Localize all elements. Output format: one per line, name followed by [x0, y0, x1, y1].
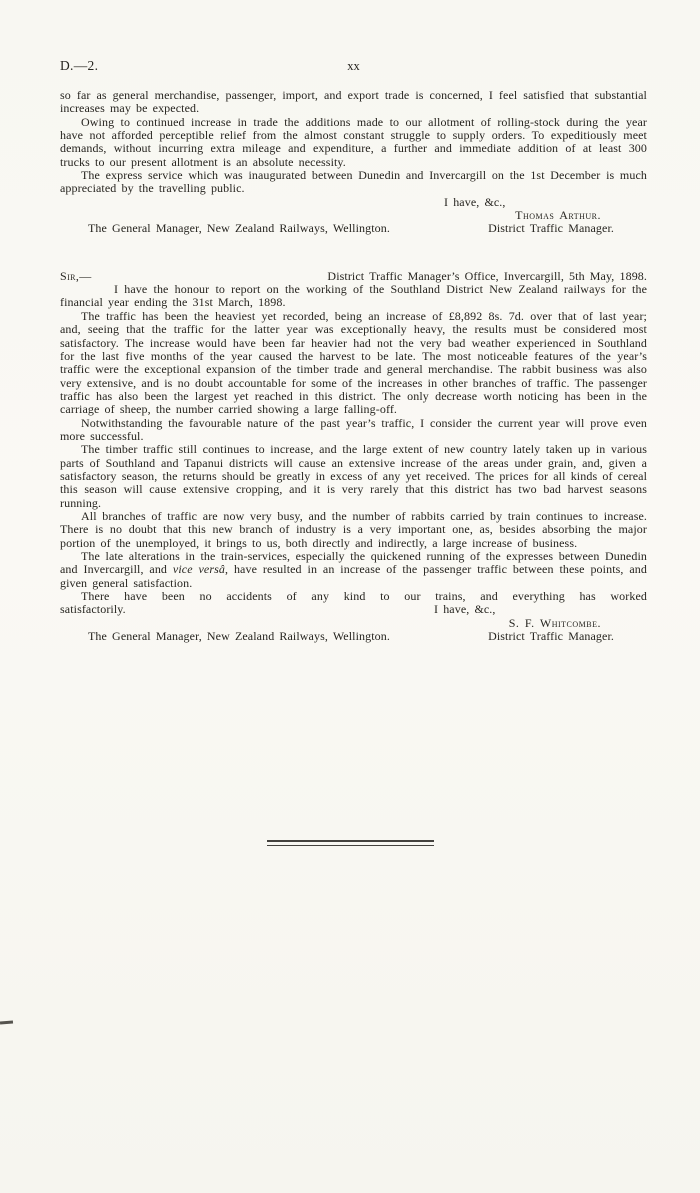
paragraph-text: , have resulted in an increase of the passenger traffic between these points, and given general satisfaction.: [60, 562, 647, 590]
letter1-addressee-line: [60, 222, 647, 235]
letter1-paragraph: so far as general merchandise, passenger, import, and export trade is concerned, I feel satisfied that substantial increases may be expected.: [60, 88, 647, 116]
page-header: [60, 58, 647, 74]
paragraph-end: satisfactorily.: [60, 602, 126, 617]
latin-phrase: vice versâ: [172, 562, 225, 577]
letter2-paragraph: The traffic has been the heaviest yet recorded, being an increase of £8,892 8s. 7d. over that of last year; and, seeing that the traffic for the latter year was exceptionally heavy, the results must be considered most satisfactory. The increase would have been far heavier had not the very bad weather experienced in Southland for the last five months of the year caused the harvest to be late. The most noticeable features of the year’s traffic were the exceptional expansion of the timber trade and general merchandise. The rabbit business was also very extensive, and is no doubt accountable for some of the increases in other branches of traffic. The passenger traffic has also been the largest yet reached in this district. The only decrease worth noticing has been in the carriage of sheep, the number carried showing a large falling-off.: [60, 308, 647, 417]
letter1-addressee: The General Manager, New Zealand Railways, Wellington.: [88, 221, 390, 236]
letter2-addressee: The General Manager, New Zealand Railways, Wellington.: [88, 629, 390, 644]
letter2-signature-name: S. F. Whitcombe.: [508, 615, 601, 630]
letter1-signature-title: District Traffic Manager.: [488, 221, 614, 236]
letter2-addressee-line: [60, 630, 647, 643]
letter2-office-dateline: District Traffic Manager’s Office, Invercargill, 5th May, 1898.: [327, 268, 647, 283]
page-number: xx: [347, 59, 360, 73]
scan-artifact-mark: [0, 1021, 13, 1025]
letter2-salutation: Sir,—: [60, 268, 92, 283]
letter2-last-line: [60, 603, 647, 616]
letter2-paragraph: Notwithstanding the favourable nature of the past year’s traffic, I consider the current year will prove even more successful.: [60, 415, 647, 443]
letter2-paragraph: The timber traffic still continues to increase, and the large extent of new country lately taken up in various parts of Southland and Tapanui districts will cause an extensive increase of the areas under grain, and, given a satisfactory season, the returns should be greatly in excess of any yet received. The prices for all kinds of cereal this season will cause extensive cropping, and it is very rarely that this district has two bad harvest seasons running.: [60, 442, 647, 510]
letter1-paragraph: The express service which was inaugurated between Dunedin and Invercargill on the 1st December is much appreciated by the travelling public.: [60, 168, 647, 196]
letter2-paragraph: [60, 550, 647, 590]
letter1-valediction: I have, &c.,: [444, 194, 506, 209]
page-content: [60, 89, 647, 643]
letter2-paragraph: There have been no accidents of any kind to our trains, and everything has worked: [81, 589, 647, 604]
letter2-paragraph: All branches of traffic are now very busy, and the number of rabbits carried by train continues to increase. There is no doubt that this new branch of industry is a very important one, as, besides absorbing the major portion of the unemployed, it brings to us, both directly and indirectly, a large increase of business.: [60, 508, 647, 550]
letter2-signature-title: District Traffic Manager.: [488, 629, 614, 644]
document-reference: D.—2.: [60, 58, 99, 73]
letter2-paragraph: I have the honour to report on the working of the Southland District New Zealand railways for the financial year ending the 31st March, 1898.: [60, 282, 647, 310]
end-of-section-rule: [267, 840, 434, 846]
letter2-valediction: I have, &c.,: [434, 602, 496, 617]
letter2-salutation-line: [60, 270, 647, 283]
paragraph-text: The late alterations in the train-services, especially the quickened running of the expresses between Dunedin and Invercargill, and: [60, 549, 647, 577]
letter1-paragraph: Owing to continued increase in trade the additions made to our allotment of rolling-stock during the year have not afforded perceptible relief from the almost constant struggle to supply orders. To expeditiously meet demands, without incurring extra mileage and expenditure, a further and immediate addition of at least 300 trucks to our present allotment is an absolute necessity.: [60, 114, 647, 169]
letter1-signature-name: Thomas Arthur.: [515, 208, 601, 223]
